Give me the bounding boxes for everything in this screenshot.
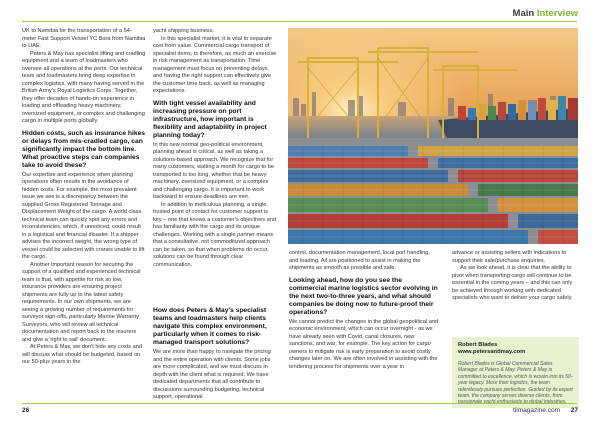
paragraph: In this specialist market, it is vital to separate cost from value. Commercial cargo transport of specialist items, is therefore, as much an exercise in risk management as transportation. Time management must focus on preventing delays, and having the right support can effectively give the customer time back, as well as managing expectations. bbox=[153, 35, 277, 94]
article-column-4 bbox=[452, 250, 579, 303]
question-heading: Looking ahead, how do you see the commercial marine logistics sector evolving in the next two-to-three years, and what should companies be doing now to future-proof their operations? bbox=[289, 276, 438, 316]
paragraph: yacht shipping business. bbox=[153, 28, 214, 34]
page-number-right: 27 bbox=[570, 407, 578, 414]
header-rule bbox=[22, 21, 577, 22]
paragraph: In addition to meticulous planning, a single, trusted point of contact for customer support is key – one that knows a customer's objectives and has familiarity with the cargo and its unique challenges. Working with a single partner means that a consultative, not commoditized approach can be taken, so that when problems do occur, solutions can be found through clear communication. bbox=[153, 201, 276, 268]
author-box bbox=[452, 337, 579, 408]
paragraph: We cannot predict the changes in the global geopolitical and economic environment, which can occur overnight - as we have already seen with Covid, canal closures, new sanctions, and war, for example. The key action for cargo owners to mitigate risk is early preparation to avoid costly changes later on. We are often involved in assisting with the tendering process for shipments over a year in bbox=[289, 318, 439, 370]
paragraph: As we look ahead, it is clear that the ability to pivot when transporting cargo will continue to be essential in the coming years – and this can only be achieved through working with dedicated specialists who want to deliver your cargo safely. bbox=[452, 265, 573, 301]
article-column-2 bbox=[153, 28, 278, 269]
section-title-sub: Interview bbox=[536, 8, 578, 19]
paragraph: Peters & May has specialist lifting and cradling equipment and a team of loadmasters who oversee all operations at the ports. Our technical team and loadmasters bring deep expertise in complex logistics, with many having served in the British Army's Royal Logistics Corps. Together, they offer decades of hands-on experience in loading and offloading heavy machinery, oversized equipment, or complex and challenging cargo in multiple ports globally. bbox=[22, 50, 146, 124]
question-heading: How does Peters & May's specialist teams and loadmasters help clients navigate this complex environment, particularly when it comes to risk-managed transport solutions? bbox=[153, 307, 267, 347]
article-column-1 bbox=[22, 28, 146, 367]
paragraph: Our expertise and experience when planning operations often results in the avoidance of hidden costs. For example, the most prevalent issue we see is a discrepancy between the supplied Gross Registered Tonnage and Displacement Weight of the cargo. A world class technical team can quickly spot any errors and inconsistencies, which, if unnoticed, could result in a logistical and financial disaster. If a shipper advises the incorrect weight, the wrong type of vessel could be selected with cranes unable to lift the cargo. bbox=[22, 171, 145, 261]
author-bio: Robert Blades is Global Commercial Sales Manager at Peters & May. Peters & May is committed to excellence, which is woven into its 50-year legacy. More than logistics, the team relentlessly pursues perfection. Guided by its expert team, the company serves diverse clients, from bbox=[458, 361, 573, 400]
container-port-photo bbox=[288, 28, 578, 244]
paragraph: We are more than happy to navigate the pricing and the entire operation with clients. Some jobs are more complicated, and we must discuss in depth with the client what is required. We have dedicated departments that all contribute to discussions surrounding budgeting, technical support, operational bbox=[153, 349, 271, 401]
question-heading: Hidden costs, such as insurance hikes or delays from mis-cradled cargo, can significantly impact the bottom line. What proactive steps can companies take to avoid these? bbox=[22, 129, 146, 169]
paragraph: In this new normal geo-political environment, planning ahead is critical, as well as taking a solutions-based approach. We recognize that for many customers, waiting a month for cargo to be transported is too long, whether that be heavy machinery, oversized equipment, or a complex and challenging cargo. It is important to work backward to ensure deadlines are met. bbox=[153, 141, 274, 201]
paragraph: advance or assisting sellers with indications to support their sale/purchase enquiries. bbox=[452, 250, 567, 264]
section-title bbox=[513, 8, 578, 19]
paragraph: At Peters & May, we don't hide any costs and will discuss what should be budgeted, based on our 50-plus years in the bbox=[22, 344, 142, 366]
question-heading: With tight vessel availability and increasing pressure on port infrastructure, how important is flexibility and adaptability in project planning today? bbox=[153, 99, 267, 139]
paragraph: control, documentation management, local port handling, and loading. All are positioned to assist in making the shipments as smooth as possible and safe. bbox=[289, 250, 430, 271]
page-number-left: 26 bbox=[22, 407, 30, 414]
section-title-main: Main bbox=[512, 8, 535, 19]
article-column-3 bbox=[289, 250, 439, 371]
author-website: www.petersandmay.com bbox=[458, 349, 526, 355]
paragraph: Another important reason for securing the support of a qualified and experienced technical team is that, with appetite for risk so low, insurance providers are ensuring project shipments are fully up to the latest safety requirements. In our own shipments, we are seeing a growing number of requirements for surveyor sign-offs, particularly Marine Warranty Surveyors, who will review all technical documentation and report back to the insurers and give a 'right to sail' document. bbox=[22, 261, 141, 343]
footer-rule bbox=[22, 403, 577, 404]
author-name: Robert Blades bbox=[458, 342, 498, 348]
footer-site: tilmagazine.com bbox=[513, 407, 560, 414]
article-column-2-continued bbox=[153, 303, 278, 402]
paragraph: UK to Namibia for the transportation of a 54-meter Fast Support Vessel YC Bora from Namibia to UAE. bbox=[22, 28, 146, 49]
